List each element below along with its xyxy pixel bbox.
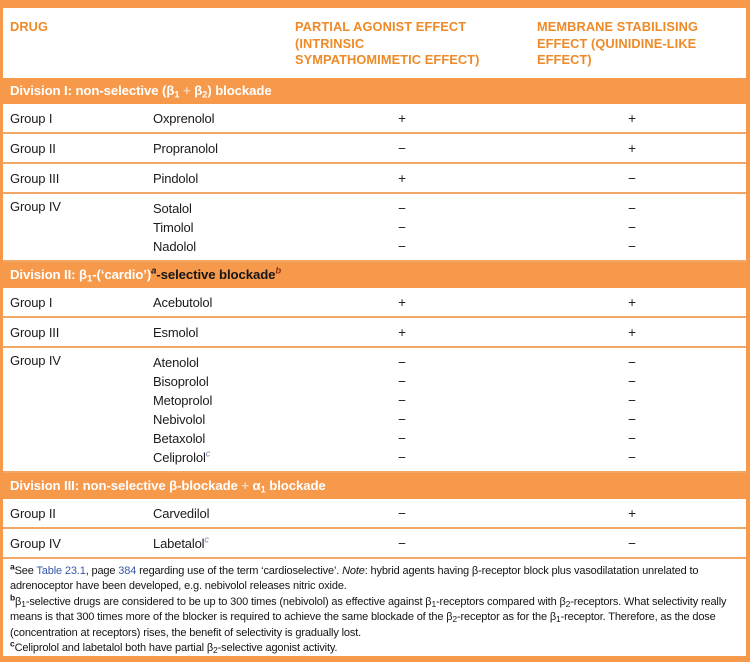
drug-name: Sotalol [153,201,192,216]
isa-value: + [398,110,406,126]
isa-value: − [398,239,406,254]
isa-value: − [398,201,406,216]
column-header-partial-agonist-effect: PARTIAL AGONIST EFFECT (INTRINSIC SYMPATHOMIMETIC EFFECT) [295,19,480,67]
footnote-b [10,592,737,641]
column-header-membrane-stabilising-effect: MEMBRANE STABILISING EFFECT (QUINIDINE-LIKE EFFECT) [537,19,699,67]
mse-value: − [628,393,636,408]
drug-name: Nebivolol [153,412,206,427]
footnote-c [10,638,737,656]
group-cell: Group III [10,324,60,340]
group-cell: Group II [10,140,56,156]
division-3-bar: Division III: non-selective β-blockade + $\alpha_1$ blockade [3,473,746,499]
footnote-b-text: $\beta_1$-selective drugs are considered to be up to 300 times (nebivolol) as effective against $\beta_1$-receptors compared with $\beta_2$-receptors. What selectivity really means is that 300 times more of the blocker is required to achieve the same blockade of the $\beta_2$-receptor as for the $\beta_1$-receptor. Therefore, as the dose (concentration at receptors) rises, the benefit of selectivity is gradually lost. [10,595,727,639]
mse-value: + [628,110,636,126]
group-cell: Group III [10,170,60,186]
cross-reference-link-table-23-1[interactable]: Table 23.1 [36,565,86,577]
group-cell: Group IV [10,353,61,368]
isa-value: − [398,412,406,427]
drug-name: Timolol [153,220,194,235]
isa-value: + [398,324,406,340]
mse-value: − [628,450,636,465]
table-row [3,134,746,164]
mse-value: − [628,431,636,446]
mse-value: − [628,535,636,551]
column-header-drug: DRUG [10,19,49,34]
footnote-a-text: , page [85,565,119,577]
drug-name: Propranolol [153,140,218,156]
mse-value: − [628,220,636,235]
drug-name: Metoprolol [153,393,213,408]
drug-name: Acebutolol [153,294,213,310]
isa-value: − [398,450,406,465]
footnote-marker-a: a [10,561,15,572]
table-row [3,288,746,318]
group-cell: Group I [10,294,53,310]
drug-name: Labetalol$^c$ [153,534,209,551]
drug-name: Bisoprolol [153,374,209,389]
isa-value: − [398,140,406,156]
division-1-bar: Division I: non-selective $(\beta_1 + \beta_2)$ blockade [3,78,746,104]
drug-name: Celiprolol$^c$ [153,448,211,465]
group-cell: Group II [10,505,56,521]
mse-value: + [628,324,636,340]
division-2-bar: Division II: $\beta_1-(‘cardio’)^a$-selective blockade$^b$ [3,262,746,288]
footnote-a [10,561,737,595]
drug-name: Oxprenolol [153,110,215,126]
group-cell: Group I [10,110,53,126]
table-row [3,104,746,134]
footnote-marker-b: b [10,592,16,603]
isa-value: − [398,374,406,389]
drug-name: Nadolol [153,239,197,254]
mse-value: − [628,170,636,186]
mse-value: + [628,505,636,521]
table-row [3,318,746,348]
table-row [3,164,746,194]
table-row [3,499,746,529]
mse-value: − [628,412,636,427]
isa-value: + [398,170,406,186]
drug-name: Esmolol [153,324,199,340]
footnote-marker-c: c [10,638,15,649]
mse-value: − [628,374,636,389]
mse-value: + [628,294,636,310]
mse-value: − [628,201,636,216]
footnote-a-text: See [14,565,37,577]
table-row [3,194,746,262]
footnotes [3,559,746,656]
footnote-c-text: Celiprolol and labetalol both have partial $\beta_2$-selective agonist activity. [14,642,338,656]
mse-value: − [628,355,636,370]
column-header-row [3,8,746,78]
footnote-a-text: regarding use of the term ‘cardioselective’. Note: hybrid agents having β-receptor block plus vasodilatation unrelated to adrenoceptor have been developed, e.g. nebivolol releases nitric oxide. [10,565,699,593]
table-row [3,348,746,473]
isa-value: + [398,294,406,310]
cross-reference-link-page-384[interactable]: 384 [118,565,137,577]
mse-value: − [628,239,636,254]
group-cell: Group IV [10,535,61,551]
table-row [3,529,746,559]
isa-value: − [398,535,406,551]
isa-value: − [398,220,406,235]
isa-value: − [398,393,406,408]
isa-value: − [398,355,406,370]
drug-name: Betaxolol [153,431,206,446]
drug-name: Atenolol [153,355,199,370]
group-cell: Group IV [10,199,61,214]
drug-name: Carvedilol [153,505,210,521]
isa-value: − [398,505,406,521]
isa-value: − [398,431,406,446]
mse-value: + [628,140,636,156]
drug-name: Pindolol [153,170,199,186]
